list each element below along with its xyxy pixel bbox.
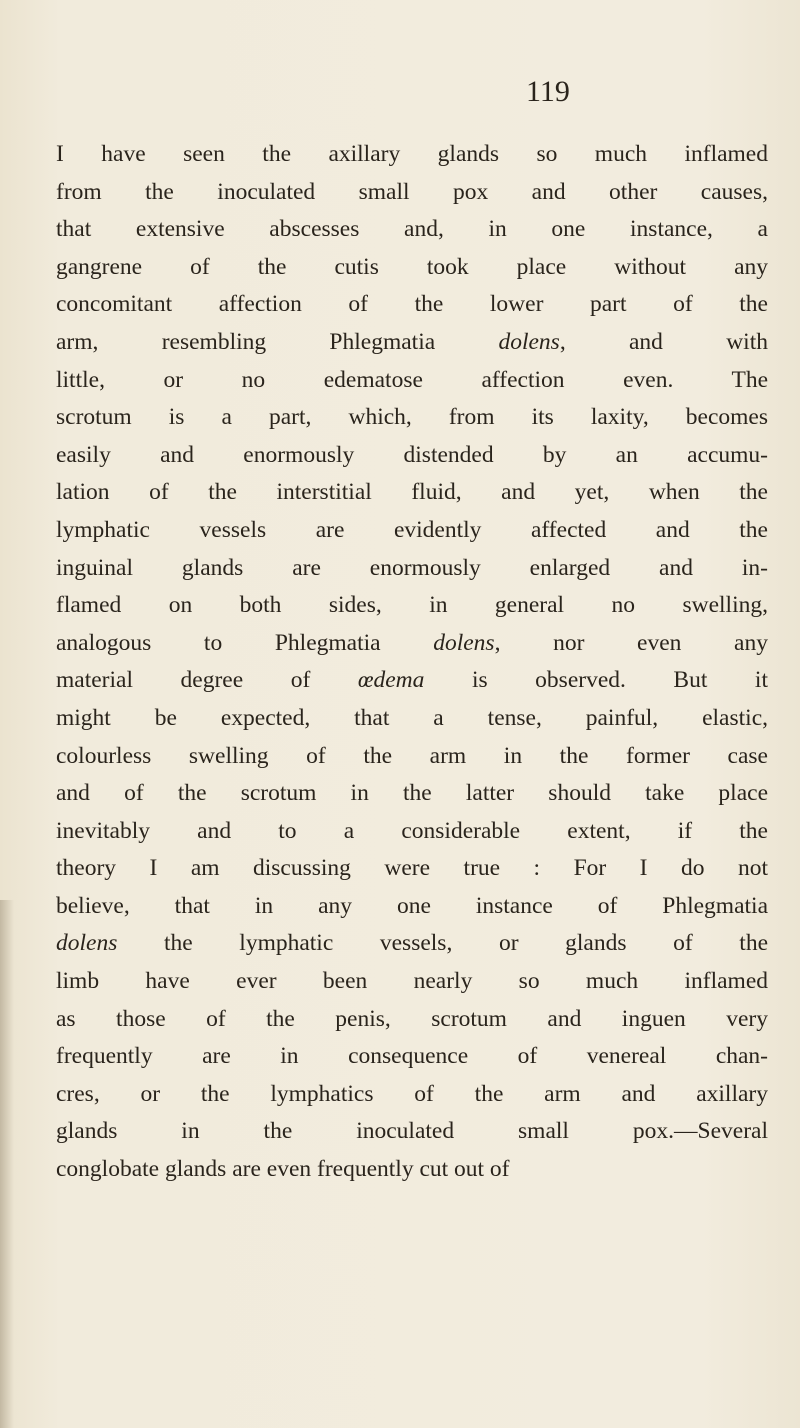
text-line: I have seen the axillary glands so much inflamed bbox=[56, 141, 768, 167]
text-line: limb have ever been nearly so much inflamed bbox=[56, 968, 768, 995]
italic-term: œdema bbox=[357, 667, 425, 694]
text-line: scrotum is a part, which, from its laxity, becomes bbox=[56, 404, 768, 431]
text-segment: material degree of bbox=[56, 667, 358, 694]
text-segment: the lymphatic vessels, or glands of the bbox=[117, 930, 768, 957]
text-line: lation of the interstitial fluid, and yet, when the bbox=[56, 479, 768, 506]
text-line: inevitably and to a considerable extent, if the bbox=[56, 817, 768, 844]
text-segment: , and with bbox=[559, 328, 768, 355]
text-line: little, or no edematose affection even. The bbox=[56, 366, 768, 393]
text-line: flamed on both sides, in general no swelling, bbox=[56, 592, 768, 619]
italic-term: dolens bbox=[498, 328, 560, 355]
page-number: 119 bbox=[526, 75, 570, 108]
text-line: and of the scrotum in the latter should take place bbox=[56, 780, 768, 807]
text-line bbox=[56, 925, 768, 963]
text-line: as those of the penis, scrotum and inguen very bbox=[56, 1005, 768, 1032]
text-line: easily and enormously distended by an accumu- bbox=[56, 441, 768, 468]
body-text bbox=[56, 136, 768, 1189]
italic-term: dolens bbox=[433, 629, 495, 656]
text-line bbox=[56, 662, 768, 700]
text-line: lymphatic vessels are evidently affected and the bbox=[56, 516, 768, 543]
italic-term: dolens bbox=[56, 930, 118, 957]
text-line: gangrene of the cutis took place without any bbox=[56, 253, 768, 280]
text-line: cres, or the lymphatics of the arm and axillary bbox=[56, 1080, 768, 1107]
text-segment: analogous to Phlegmatia bbox=[56, 629, 434, 656]
text-line: inguinal glands are enormously enlarged and in- bbox=[56, 554, 768, 581]
text-line: concomitant affection of the lower part of the bbox=[56, 291, 768, 318]
text-segment: , nor even any bbox=[494, 629, 768, 656]
text-line: might be expected, that a tense, painful, elastic, bbox=[56, 704, 768, 731]
text-segment: is observed. But it bbox=[424, 667, 768, 694]
text-line: colourless swelling of the arm in the former case bbox=[56, 742, 768, 769]
text-line: theory I am discussing were true : For I do not bbox=[56, 855, 768, 882]
text-line: frequently are in consequence of venereal chan- bbox=[56, 1043, 768, 1070]
text-line: from the inoculated small pox and other causes, bbox=[56, 178, 768, 205]
text-line: that extensive abscesses and, in one instance, a bbox=[56, 216, 768, 243]
text-segment: arm, resembling Phlegmatia bbox=[56, 328, 499, 355]
text-line bbox=[56, 625, 768, 663]
text-line: glands in the inoculated small pox.—Several bbox=[56, 1118, 768, 1145]
text-line: conglobate glands are even frequently cut out of bbox=[56, 1156, 510, 1183]
binding-shadow bbox=[0, 900, 14, 1428]
text-line: believe, that in any one instance of Phlegmatia bbox=[56, 892, 768, 919]
text-line bbox=[56, 324, 768, 362]
